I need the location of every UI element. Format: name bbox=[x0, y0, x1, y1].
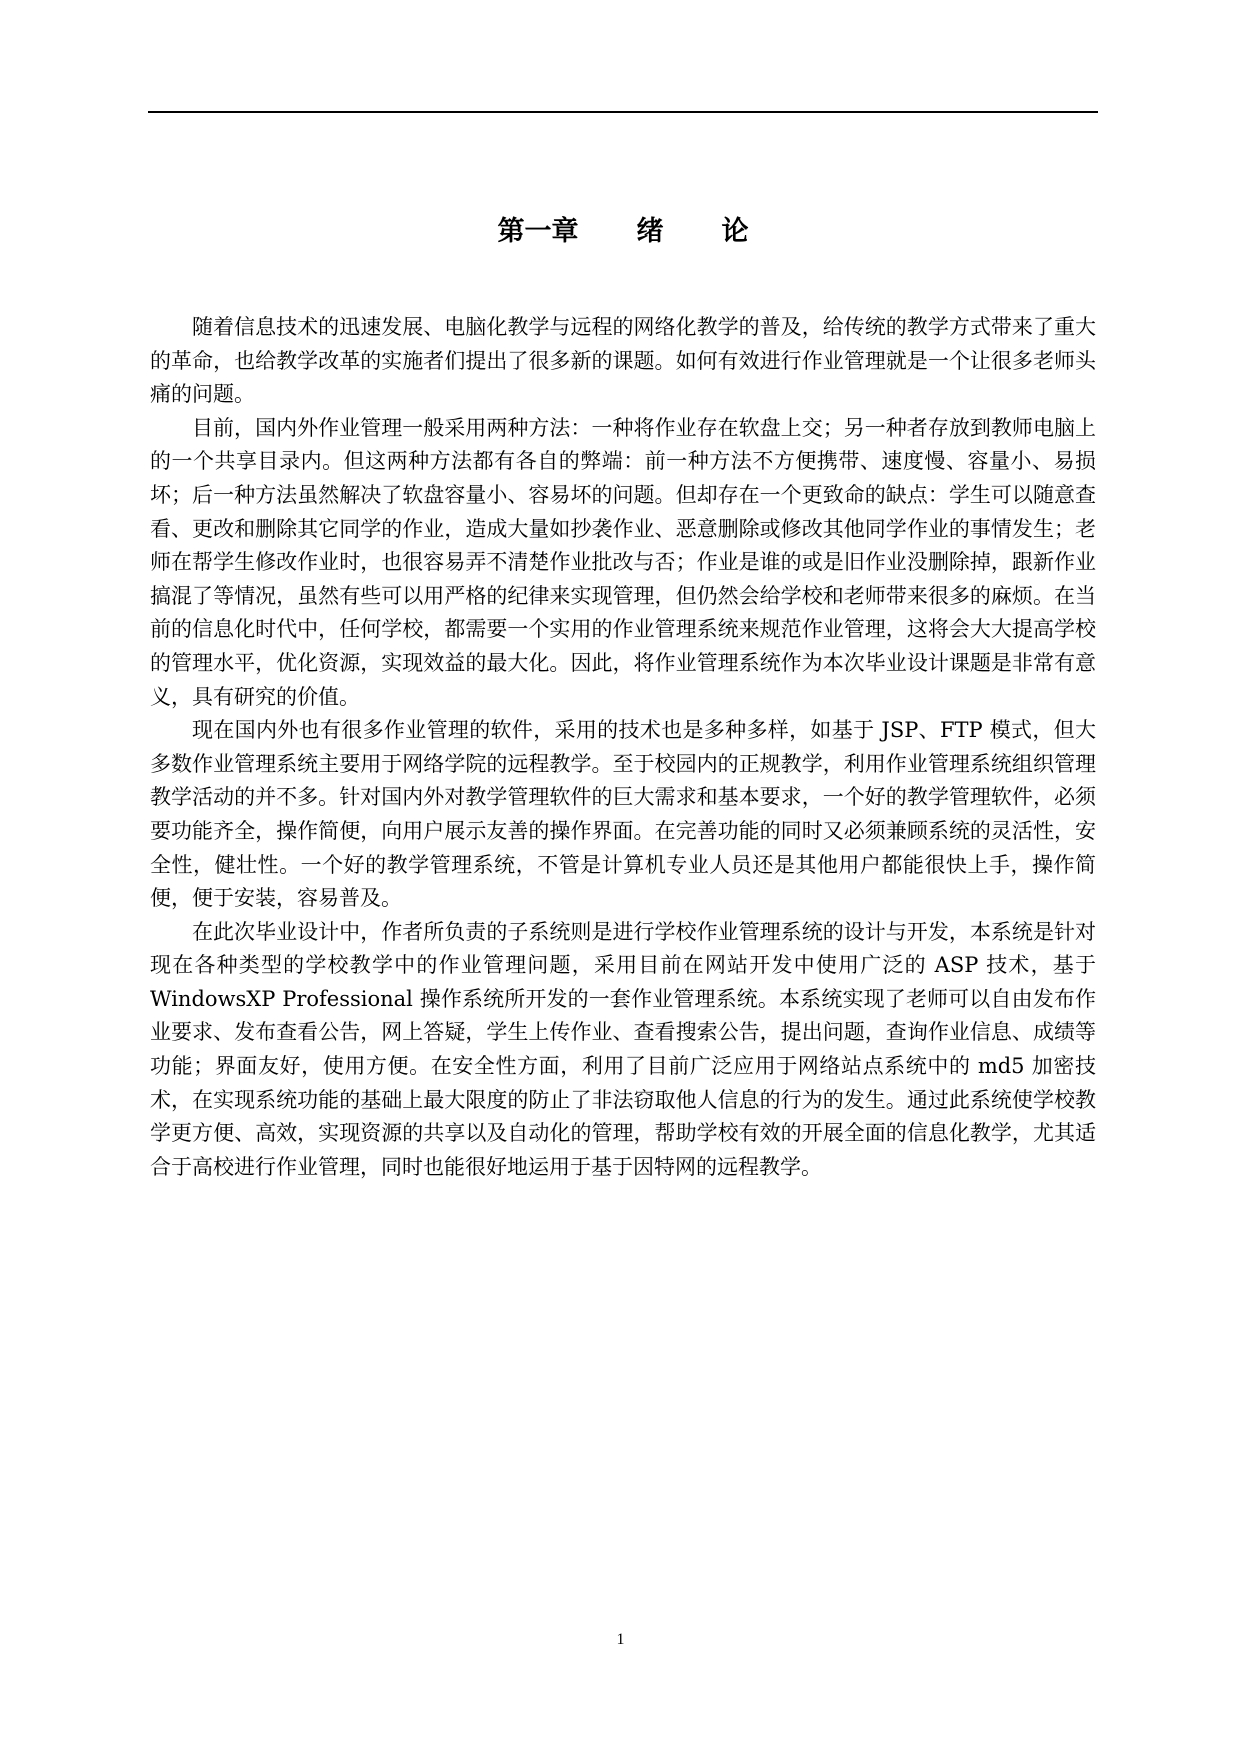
header-rule bbox=[148, 111, 1098, 113]
paragraph: 目前，国内外作业管理一般采用两种方法：一种将作业存在软盘上交；另一种者存放到教师电脑上的一个共享目录内。但这两种方法都有各自的弊端：前一种方法不方便携带、速度慢、容量小、易损坏；后一种方法虽然解决了软盘容量小、容易坏的问题。但却存在一个更致命的缺点：学生可以随意查看、更改和删除其它同学的作业，造成大量如抄袭作业、恶意删除或修改其他同学作业的事情发生；老师在帮学生修改作业时，也很容易弄不清楚作业批改与否；作业是谁的或是旧作业没删除掉，跟新作业搞混了等情况，虽然有些可以用严格的纪律来实现管理，但仍然会给学校和老师带来很多的麻烦。在当前的信息化时代中，任何学校，都需要一个实用的作业管理系统来规范作业管理，这将会大大提高学校的管理水平，优化资源，实现效益的最大化。因此，将作业管理系统作为本次毕业设计课题是非常有意义，具有研究的价值。 bbox=[150, 415, 1096, 709]
chapter-title bbox=[148, 212, 1098, 252]
page-number: 1 bbox=[616, 1631, 625, 1648]
chapter-title-char-2: 论 bbox=[721, 216, 749, 247]
paragraph: 现在国内外也有很多作业管理的软件，采用的技术也是多种多样，如基于 JSP、FTP 模式，但大多数作业管理系统主要用于网络学院的远程教学。至于校园内的正规教学，利用作业管理系统组织管理教学活动的并不多。针对国内外对教学管理软件的巨大需求和基本要求，一个好的教学管理软件，必须要功能齐全，操作简便，向用户展示友善的操作界面。在完善功能的同时又必须兼顾系统的灵活性，安全性，健壮性。一个好的教学管理系统，不管是计算机专业人员还是其他用户都能很快上手，操作简便，便于安装，容易普及。 bbox=[150, 718, 1096, 911]
paragraph: 在此次毕业设计中，作者所负责的子系统则是进行学校作业管理系统的设计与开发，本系统是针对现在各种类型的学校教学中的作业管理问题，采用目前在网站开发中使用广泛的 ASP 技术，基于 WindowsXP Professional 操作系统所开发的一套作业管理系统。本系统实现了老师可以自由发布作业要求、发布查看公告，网上答疑，学生上传作业、查看搜索公告，提出问题，查询作业信息、成绩等功能；界面友好，使用方便。在安全性方面，利用了目前广泛应用于网络站点系统中的 md5 加密技术，在实现系统功能的基础上最大限度的防止了非法窃取他人信息的行为的发生。通过此系统使学校教学更方便、高效，实现资源的共享以及自动化的管理，帮助学校有效的开展全面的信息化教学，尤其适合于高校进行作业管理，同时也能很好地运用于基于因特网的远程教学。 bbox=[150, 919, 1096, 1179]
chapter-number: 第一章 bbox=[497, 216, 579, 247]
body-text bbox=[150, 311, 1096, 1184]
paragraph: 随着信息技术的迅速发展、电脑化教学与远程的网络化教学的普及，给传统的教学方式带来了重大的革命，也给教学改革的实施者们提出了很多新的课题。如何有效进行作业管理就是一个让很多老师头痛的问题。 bbox=[150, 315, 1096, 407]
chapter-title-char-1: 绪 bbox=[636, 216, 664, 247]
